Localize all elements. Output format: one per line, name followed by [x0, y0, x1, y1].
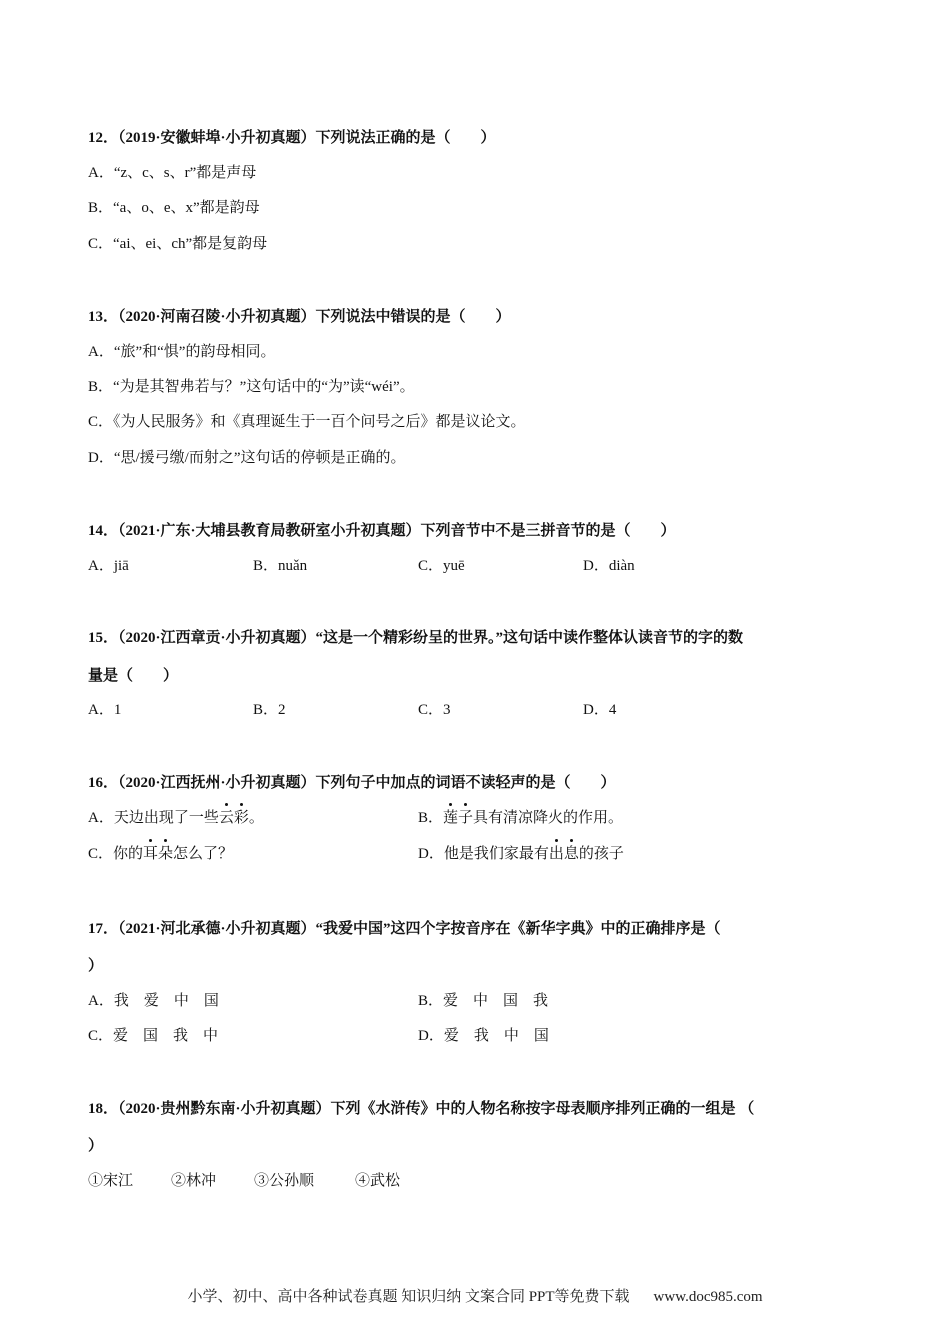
question-14-title: 14．（2021·广东·大埔县教育局教研室小升初真题）下列音节中不是三拼音节的是（ ） [88, 523, 676, 539]
dotted-char: 子 [458, 810, 474, 826]
q17-option-d: D．爱 我 中 国 [418, 1028, 549, 1044]
q15-option-a: A．1 [88, 702, 122, 718]
q14-option-a: A．jiā [88, 558, 129, 574]
q18-item-3: ③公孙顺 [254, 1173, 315, 1189]
q16-option-a [88, 808, 264, 828]
question-17-title-cont: ） [88, 958, 104, 974]
q14-option-c: C．yuē [418, 558, 465, 574]
q16-option-b [418, 808, 623, 828]
q12-option-b: B．“a、o、e、x”都是韵母 [88, 200, 260, 216]
q18-item-2: ②林冲 [171, 1173, 217, 1189]
option-text: 。 [248, 810, 264, 826]
option-text: A．天边出现了一些 [88, 810, 219, 826]
q17-option-b: B．爱 中 国 我 [418, 993, 549, 1009]
footer-text: 小学、初中、高中各种试卷真题 知识归纳 文案合同 PPT等免费下载 [187, 1289, 630, 1305]
q15-option-c: C．3 [418, 702, 451, 718]
option-text: 怎么了？ [173, 846, 234, 862]
q14-option-d: D．diàn [583, 558, 635, 574]
q13-option-b: B．“为是其智弗若与？”这句话中的“为”读“wéi”。 [88, 379, 415, 395]
question-17-title: 17．（2021·河北承德·小升初真题）“我爱中国”这四个字按音序在《新华字典》中的正确排序是（ [88, 921, 721, 937]
page-footer [0, 1285, 950, 1306]
footer-url-link[interactable]: www.doc985.com [653, 1289, 763, 1305]
option-text: 具有清凉降火的作用。 [473, 810, 624, 826]
q15-option-d: D．4 [583, 702, 617, 718]
question-16-title: 16．（2020·江西抚州·小升初真题）下列句子中加点的词语不读轻声的是（ ） [88, 775, 616, 791]
q18-item-4: ④武松 [355, 1173, 401, 1189]
question-13-title: 13．（2020·河南召陵·小升初真题）下列说法中错误的是（ ） [88, 309, 511, 325]
q17-option-a: A．我 爱 中 国 [88, 993, 219, 1009]
dotted-char: 出 [548, 846, 564, 862]
dotted-char: 耳 [143, 846, 159, 862]
option-text: 的孩子 [578, 846, 624, 862]
option-text: D．他是我们家最有 [418, 846, 549, 862]
q14-option-b: B．nuǎn [253, 558, 308, 574]
question-18-title: 18．（2020·贵州黔东南·小升初真题）下列《水浒传》中的人物名称按字母表顺序排列正确的一组是 （ [88, 1101, 755, 1117]
option-text: B． [418, 810, 444, 826]
question-12-title: 12．（2019·安徽蚌埠·小升初真题）下列说法正确的是（ ） [88, 130, 496, 146]
option-text: C．你的 [88, 846, 144, 862]
q13-option-d: D．“思/援弓缴/而射之”这句话的停顿是正确的。 [88, 450, 406, 466]
dotted-char: 彩 [233, 810, 249, 826]
dotted-char: 莲 [443, 810, 459, 826]
dotted-char: 朵 [158, 846, 174, 862]
q12-option-c: C．“ai、ei、ch”都是复韵母 [88, 236, 268, 252]
question-18-title-cont: ） [88, 1138, 104, 1154]
q16-option-c [88, 844, 233, 864]
dotted-char: 云 [218, 810, 234, 826]
q12-option-a: A．“z、c、s、r”都是声母 [88, 165, 257, 181]
q13-option-a: A．“旅”和“惧”的韵母相同。 [88, 344, 276, 360]
question-15-title: 15．（2020·江西章贡·小升初真题）“这是一个精彩纷呈的世界。”这句话中读作整体认读音节的字的数 [88, 630, 744, 646]
q18-item-1: ①宋江 [88, 1173, 134, 1189]
dotted-char: 息 [563, 846, 579, 862]
q13-option-c: C．《为人民服务》和《真理诞生于一百个问号之后》都是议论文。 [88, 414, 526, 430]
question-15-title-cont: 量是（ ） [88, 668, 179, 684]
q15-option-b: B．2 [253, 702, 286, 718]
q17-option-c: C．爱 国 我 中 [88, 1028, 219, 1044]
q16-option-d [418, 844, 624, 864]
